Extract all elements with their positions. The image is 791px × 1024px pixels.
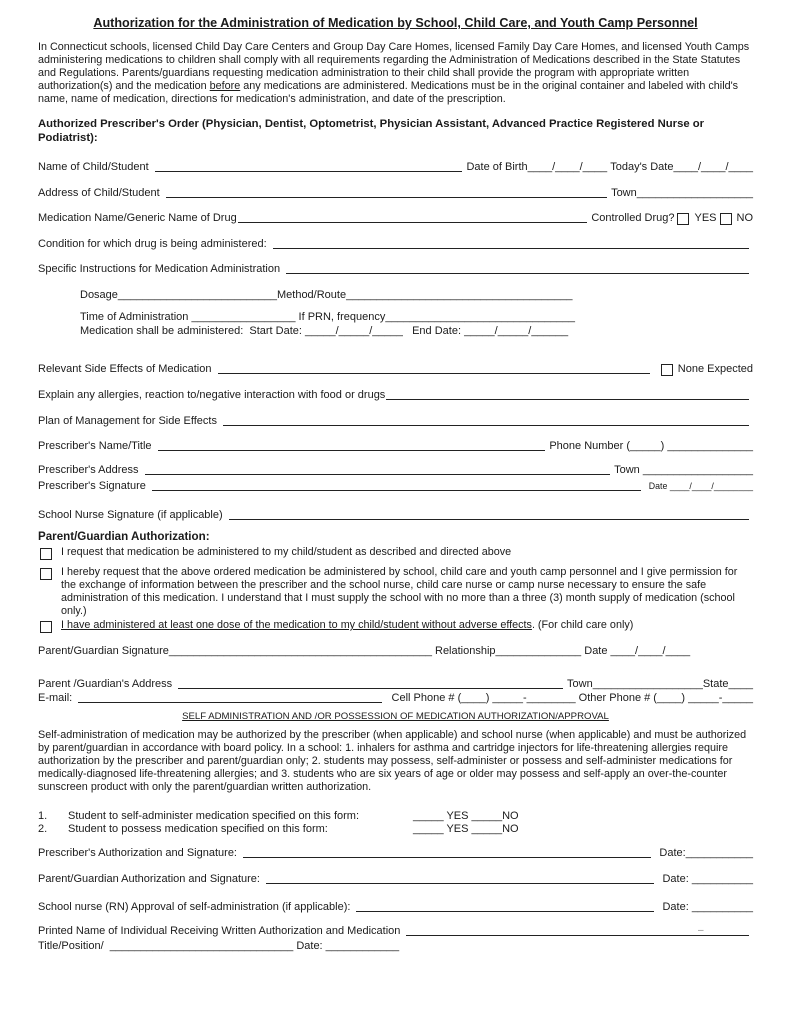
nurse-approval-input-line[interactable] bbox=[356, 909, 654, 912]
name-row bbox=[38, 161, 753, 174]
prescriber-section-heading: Authorized Prescriber's Order (Physician, Dentist, Optometrist, Physician Assistant, Advanced Practice Registered Nurse or Podiatrist): bbox=[38, 118, 705, 144]
guardian-address-label: Parent /Guardian's Address bbox=[38, 678, 176, 691]
dosage-row bbox=[38, 289, 753, 302]
guardian-checkbox-3-underlined: I have administered at least one dose of the medication to my child/student without adverse effects bbox=[61, 619, 532, 632]
administration-dates-row bbox=[38, 325, 753, 338]
nurse-approval-row bbox=[38, 901, 753, 914]
phone-number-input-line[interactable]: ______________ bbox=[667, 440, 753, 452]
dob-input-line[interactable]: ____/____/____ bbox=[527, 161, 611, 173]
other-phone-label: Other Phone # bbox=[575, 692, 654, 705]
controlled-drug-label: Controlled Drug? bbox=[591, 212, 675, 224]
self-admin-heading-text: SELF ADMINISTRATION AND /OR POSSESSION OF MEDICATION AUTHORIZATION/APPROVAL bbox=[182, 711, 609, 723]
side-effects-plan-label: Plan of Management for Side Effects bbox=[38, 415, 221, 427]
title-position-label: Title/Position/ bbox=[38, 940, 110, 953]
side-effects-plan-input-line[interactable] bbox=[223, 423, 749, 426]
guardian-signature-input-line[interactable]: ___________________________________________ bbox=[168, 645, 432, 658]
prescriber-town-label: Town bbox=[614, 464, 643, 476]
prescriber-town-input-line[interactable]: __________________ bbox=[642, 464, 753, 476]
state-input-line[interactable]: ____ bbox=[728, 678, 753, 691]
prescriber-address-label: Prescriber's Address bbox=[38, 464, 142, 476]
method-route-label: Method/Route bbox=[276, 289, 347, 301]
guardian-checkbox-1[interactable] bbox=[40, 548, 52, 560]
relationship-input-line[interactable]: ______________ bbox=[495, 645, 582, 658]
cell-phone-label: Cell Phone # bbox=[391, 692, 458, 705]
final-date-label: Date: bbox=[293, 940, 326, 953]
guardian-checkbox-3-text bbox=[61, 619, 753, 632]
prescriber-signature-label: Prescriber's Signature bbox=[38, 480, 149, 492]
child-address-label: Address of Child/Student bbox=[38, 187, 163, 199]
start-date-label: Medication shall be administered: Start Date: bbox=[80, 325, 306, 337]
medication-name-input-line[interactable] bbox=[238, 220, 588, 223]
guardian-date-label: Date bbox=[581, 645, 611, 658]
side-effects-row bbox=[38, 363, 753, 376]
guardian-address-row bbox=[38, 678, 753, 691]
guardian-authorization-date-input-line[interactable]: __________ bbox=[691, 873, 753, 886]
guardian-authorization-date-label: Date: bbox=[662, 873, 692, 886]
state-label: State bbox=[702, 678, 729, 691]
controlled-yes-checkbox[interactable] bbox=[677, 213, 689, 225]
school-nurse-signature-label: School Nurse Signature (if applicable) bbox=[38, 509, 226, 521]
guardian-checkbox-row-3 bbox=[40, 619, 753, 633]
side-effects-label: Relevant Side Effects of Medication bbox=[38, 363, 215, 375]
item-2-text: Student to possess medication specified on this form: bbox=[68, 823, 328, 836]
guardian-checkbox-1-text: I request that medication be administered to my child/student as described and directed above bbox=[61, 545, 512, 558]
intro-emphasized-word: before bbox=[209, 80, 241, 92]
intro-paragraph bbox=[38, 41, 753, 106]
prn-frequency-input-line[interactable]: _______________________________ bbox=[385, 311, 576, 323]
nurse-approval-date-input-line[interactable]: __________ bbox=[691, 901, 753, 914]
start-date-input-line[interactable]: _____/_____/_____ bbox=[305, 325, 403, 337]
prescriber-authorization-date-input-line[interactable]: ___________ bbox=[685, 847, 753, 860]
guardian-authorization-row bbox=[38, 873, 753, 886]
guardian-checkbox-row-2 bbox=[40, 566, 753, 619]
controlled-no-label: NO bbox=[736, 212, 753, 224]
town-label: Town bbox=[611, 187, 637, 199]
scan-artifact-mark: – bbox=[698, 925, 704, 936]
printed-name-row bbox=[38, 925, 753, 938]
self-administer-item-row bbox=[38, 810, 753, 823]
guardian-signature-row bbox=[38, 645, 753, 658]
side-effects-input-line[interactable] bbox=[218, 371, 650, 374]
prescriber-signature-input-line[interactable] bbox=[152, 488, 641, 491]
dosage-label: Dosage bbox=[80, 289, 118, 301]
other-phone-input-line[interactable]: (____) _____-_____ bbox=[653, 692, 753, 705]
guardian-signature-label: Parent/Guardian Signature bbox=[38, 645, 169, 658]
medication-name-label: Medication Name/Generic Name of Drug bbox=[38, 212, 237, 224]
controlled-yes-label: YES bbox=[694, 212, 717, 224]
instructions-input-line[interactable] bbox=[286, 271, 749, 274]
town-input-line[interactable]: ___________________ bbox=[636, 187, 753, 199]
contact-row bbox=[38, 692, 753, 705]
guardian-checkbox-2-text: I hereby request that the above ordered medication be administered by school, child care and youth camp personnel and I give permission for the exchange of information between the prescriber and the school nurse, child care nurse or camp nurse necessary to ensure the safe administration of this medication. I understand that I must supply the school with no more than a three (3) month supply of medication (school only.) bbox=[61, 565, 738, 618]
time-row bbox=[38, 311, 753, 324]
guardian-address-input-line[interactable] bbox=[178, 686, 563, 689]
dob-label: Date of Birth bbox=[466, 161, 528, 173]
end-date-label: End Date: bbox=[402, 325, 465, 337]
prescriber-address-input-line[interactable] bbox=[145, 472, 611, 475]
prescriber-address-row bbox=[38, 464, 753, 477]
condition-row bbox=[38, 238, 753, 251]
child-address-input-line[interactable] bbox=[166, 195, 607, 198]
nurse-approval-date-label: Date: bbox=[662, 901, 692, 914]
school-nurse-signature-input-line[interactable] bbox=[229, 517, 749, 520]
possess-item-row bbox=[38, 823, 753, 836]
medication-row bbox=[38, 212, 753, 225]
todays-date-label: Today's Date bbox=[610, 161, 674, 173]
prescriber-name-input-line[interactable] bbox=[158, 448, 546, 451]
item-1-number: 1. bbox=[38, 810, 48, 823]
school-nurse-signature-row bbox=[38, 509, 753, 522]
guardian-checkbox-row-1 bbox=[40, 546, 753, 560]
intro-text-1: In Connecticut schools, licensed Child Day Care Centers and Group Day Care Homes, licensed Family Day Care Homes, and licensed Youth Camps administering medications to children shall comply with all requirements regarding the Administration of Medications described in the State Statutes and Regulations. Parents/guardians requesting medication administration to their child shall provide the program with appropriate written authorization(s) and the medication bbox=[38, 41, 750, 92]
address-row bbox=[38, 187, 753, 200]
guardian-checkbox-2[interactable] bbox=[40, 568, 52, 580]
prescriber-signature-date-label: Date bbox=[648, 481, 670, 491]
time-of-administration-label: Time of Administration bbox=[80, 311, 192, 323]
guardian-section-heading: Parent/Guardian Authorization: bbox=[38, 530, 210, 543]
child-name-input-line[interactable] bbox=[155, 169, 463, 172]
relationship-label: Relationship bbox=[431, 645, 496, 658]
instructions-row bbox=[38, 263, 753, 276]
nurse-approval-label: School nurse (RN) Approval of self-administration (if applicable): bbox=[38, 901, 354, 914]
prescriber-signature-date-input-line[interactable]: ____/____/________ bbox=[669, 481, 753, 491]
prescriber-signature-row bbox=[38, 480, 753, 493]
allergies-label: Explain any allergies, reaction to/negative interaction with food or drugs bbox=[38, 389, 386, 401]
title-position-row bbox=[38, 940, 753, 953]
guardian-date-input-line[interactable]: ____/____/____ bbox=[610, 645, 691, 658]
prn-frequency-label: If PRN, frequency bbox=[295, 311, 386, 323]
intro-text-2: any medications are administered. Medications must be in the original container and labeled with child's name, name of medication, directions for medication's administration, and date of the prescription. bbox=[38, 80, 739, 105]
plan-row bbox=[38, 415, 753, 428]
item-2-yes-no-input-line[interactable]: _____ YES _____NO bbox=[413, 823, 519, 836]
email-input-line[interactable] bbox=[78, 700, 381, 703]
phone-number-label: Phone Number (_____) bbox=[549, 440, 668, 452]
allergies-row bbox=[38, 389, 753, 402]
guardian-authorization-label: Parent/Guardian Authorization and Signature: bbox=[38, 873, 264, 886]
controlled-no-checkbox[interactable] bbox=[720, 213, 732, 225]
none-expected-label: None Expected bbox=[677, 363, 753, 375]
self-admin-paragraph: Self-administration of medication may be authorized by the prescriber (when applicable) and school nurse (when applicable) and must be authorized by parent/guardian in accordance with board policy. In a school: 1. inhalers for asthma and cartridge injectors for life-threatening allergies require authorization by the prescriber and parent/guardian only; 2. students may possess, self-administer or possess and self-administer medications for medically-diagnosed life-threatening allergies; and 3. students who are six years of age or older may possess and self-apply an over-the-counter sunscreen product with only the parent/guardian written authorization. bbox=[38, 729, 747, 794]
final-date-input-line[interactable]: ____________ bbox=[325, 940, 400, 953]
time-of-administration-input-line[interactable]: _________________ bbox=[191, 311, 296, 323]
guardian-authorization-input-line[interactable] bbox=[266, 881, 654, 884]
email-label: E-mail: bbox=[38, 692, 76, 705]
prescriber-name-row bbox=[38, 440, 753, 453]
child-name-label: Name of Child/Student bbox=[38, 161, 152, 173]
item-1-yes-no-input-line[interactable]: _____ YES _____NO bbox=[413, 810, 519, 823]
cell-phone-input-line[interactable]: (____) _____-________ bbox=[457, 692, 576, 705]
todays-date-input-line[interactable]: ____/____/____ bbox=[673, 161, 753, 173]
end-date-input-line[interactable]: _____/_____/______ bbox=[464, 325, 569, 337]
allergies-input-line[interactable] bbox=[386, 397, 749, 400]
guardian-town-input-line[interactable]: __________________ bbox=[592, 678, 703, 691]
prescriber-authorization-input-line[interactable] bbox=[243, 855, 651, 858]
item-2-number: 2. bbox=[38, 823, 48, 836]
condition-label: Condition for which drug is being administered: bbox=[38, 238, 270, 250]
guardian-checkbox-3[interactable] bbox=[40, 621, 52, 633]
guardian-checkbox-3-rest: . (For child care only) bbox=[531, 619, 634, 632]
printed-name-label: Printed Name of Individual Receiving Written Authorization and Medication bbox=[38, 925, 404, 938]
title-position-input-line[interactable]: ______________________________ bbox=[109, 940, 294, 953]
self-admin-section-heading bbox=[38, 710, 753, 723]
prescriber-authorization-date-label: Date: bbox=[659, 847, 686, 860]
condition-input-line[interactable] bbox=[273, 246, 749, 249]
instructions-label: Specific Instructions for Medication Administration bbox=[38, 263, 284, 275]
prescriber-authorization-label: Prescriber's Authorization and Signature: bbox=[38, 847, 241, 860]
guardian-town-label: Town bbox=[567, 678, 593, 691]
method-route-input-line[interactable]: _____________________________________ bbox=[346, 289, 573, 301]
form-title: Authorization for the Administration of Medication by School, Child Care, and Youth Camp Personnel bbox=[93, 16, 698, 30]
prescriber-authorization-row bbox=[38, 847, 753, 860]
prescriber-name-label: Prescriber's Name/Title bbox=[38, 440, 155, 452]
item-1-text: Student to self-administer medication specified on this form: bbox=[68, 810, 360, 823]
none-expected-checkbox[interactable] bbox=[661, 364, 673, 376]
dosage-input-line[interactable]: __________________________ bbox=[117, 289, 277, 301]
